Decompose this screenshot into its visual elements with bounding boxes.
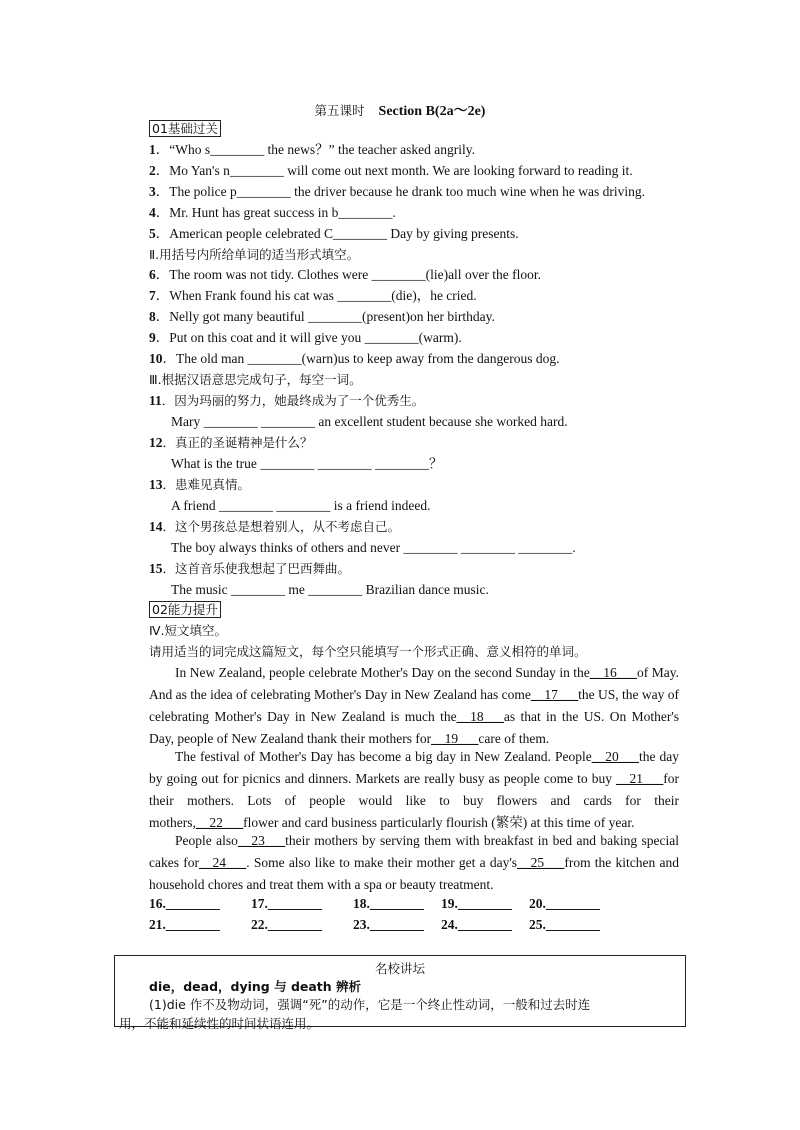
question-chinese: ．这个男孩总是想着别人，从不考虑自己。 — [162, 519, 401, 534]
question-number: 15 — [149, 561, 163, 576]
question-number: 1 — [149, 142, 156, 157]
question-number: 5 — [149, 226, 156, 241]
question-number: 12 — [149, 435, 163, 450]
question-number: 10 — [149, 351, 163, 366]
question-english: A friend ________ ________ is a friend indeed. — [171, 498, 431, 513]
question-item — [149, 286, 477, 306]
question-item — [149, 161, 633, 181]
part3-heading: Ⅲ.根据汉语意思完成句子，每空一词。 — [149, 372, 362, 387]
tip-box-title: 名校讲坛 — [374, 961, 425, 976]
answer-blank: 18.________ — [353, 896, 424, 911]
passage-paragraph-2: The festival of Mother's Day has become a big day in New Zealand. People__20___the day by going out for picnics and dinners. Markets are really busy as people come to buy __21___for their mothers. Lots of people would like to buy flowers and cards for their mothers,__22___flower and card business particularly flourish (繁荣) at this time of year. — [149, 749, 679, 830]
blank-23: __23___ — [237, 833, 286, 848]
question-chinese: ．因为玛丽的努力，她最终成为了一个优秀生。 — [161, 393, 425, 408]
tip-box — [114, 955, 686, 1031]
question-text: ．The police p________ the driver because he drank too much wine when he was driving. — [155, 184, 645, 199]
question-item — [149, 517, 400, 537]
blank-16: __16___ — [589, 665, 638, 680]
question-item — [149, 349, 560, 369]
section-02-heading: 02能力提升 — [149, 602, 221, 618]
question-number: 4 — [149, 205, 156, 220]
question-number: 11 — [149, 393, 162, 408]
tip-box-heading: die，dead，dying 与 death 辨析 — [149, 979, 362, 994]
question-text: ．American people celebrated C________ Day by giving presents. — [155, 226, 519, 241]
question-item — [149, 265, 541, 285]
tip-box-text-line-2: 用，不能和延续性的时间状语连用。 — [119, 1016, 320, 1031]
answer-blank: 25.________ — [529, 917, 600, 932]
answer-blank: 23.________ — [353, 917, 424, 932]
blank-25: __25___ — [517, 855, 565, 870]
blank-22: __22___ — [195, 815, 244, 830]
question-english: Mary ________ ________ an excellent student because she worked hard. — [171, 414, 568, 429]
question-english: What is the true ________ ________ ________？ — [171, 456, 443, 471]
question-number: 7 — [149, 288, 156, 303]
question-item — [149, 328, 462, 348]
answer-blank: 22.________ — [251, 917, 322, 932]
question-number: 6 — [149, 267, 156, 282]
question-item — [149, 307, 495, 327]
section-label: Section B(2a～2e) — [378, 104, 486, 119]
blank-24: __24___ — [198, 855, 247, 870]
blank-21: __21___ — [616, 771, 664, 786]
question-text: ．Nelly got many beautiful ________(present)on her birthday. — [155, 309, 495, 324]
section-01-heading: 01基础过关 — [149, 121, 221, 137]
question-english: The boy always thinks of others and never ________ ________ ________. — [171, 540, 576, 555]
tip-box-text-line-1: (1)die 作不及物动词，强调“死”的动作，它是一个终止性动词，一般和过去时连 — [149, 997, 591, 1012]
answer-blank: 19.________ — [441, 896, 512, 911]
question-text: ．“Who s________ the news？” the teacher asked angrily. — [155, 142, 476, 157]
question-item — [149, 433, 313, 453]
blank-19: __19___ — [431, 731, 479, 746]
answer-blank: 17.________ — [251, 896, 322, 911]
question-text: ．Mo Yan's n________ will come out next month. We are looking forward to reading it. — [155, 163, 633, 178]
question-item — [149, 559, 350, 579]
blank-18: __18___ — [456, 709, 504, 724]
question-number: 14 — [149, 519, 163, 534]
blank-17: __17___ — [530, 687, 579, 702]
answer-blank: 20.________ — [529, 896, 600, 911]
question-number: 3 — [149, 184, 156, 199]
blank-20: __20___ — [591, 749, 639, 764]
question-english: The music ________ me ________ Brazilian dance music. — [171, 582, 489, 597]
page-title — [0, 100, 800, 120]
passage-paragraph-1: In New Zealand, people celebrate Mother's Day on the second Sunday in the__16___of May. And as the idea of celebrating Mother's Day in New Zealand has come__17___the US, the way of celebrating Mother's Day in New Zealand is much the__18___as that in the US. On Mother's Day, people of New Zealand thank their mothers for__19___care of them. — [149, 665, 680, 746]
question-chinese: ．这首音乐使我想起了巴西舞曲。 — [162, 561, 351, 576]
question-text: ．The old man ________(warn)us to keep away from the dangerous dog. — [162, 351, 560, 366]
question-number: 13 — [149, 477, 163, 492]
question-number: 2 — [149, 163, 156, 178]
question-text: ．Put on this coat and it will give you ________(warm). — [155, 330, 462, 345]
question-chinese: ．真正的圣诞精神是什么？ — [162, 435, 313, 450]
question-number: 8 — [149, 309, 156, 324]
part4-instruction: 请用适当的词完成这篇短文，每个空只能填写一个形式正确、意义相符的单词。 — [149, 644, 587, 659]
question-item — [149, 182, 645, 202]
question-text: ．The room was not tidy. Clothes were ________(lie)all over the floor. — [155, 267, 542, 282]
question-item — [149, 224, 519, 244]
question-chinese: ．患难见真情。 — [162, 477, 251, 492]
part4-heading: Ⅳ.短文填空。 — [149, 623, 228, 638]
question-item — [149, 475, 250, 495]
question-item — [149, 203, 396, 223]
passage-paragraph-3: People also__23___their mothers by serving them with breakfast in bed and baking special cakes for__24___. Some also like to make their mother get a day's__25___from the kitchen and household chores and treat them with a spa or beauty treatment. — [149, 833, 679, 892]
question-item — [149, 391, 424, 411]
question-text: ．When Frank found his cat was ________(die)，he cried. — [155, 288, 477, 303]
answer-blank: 21.________ — [149, 917, 220, 932]
part2-heading: Ⅱ.用括号内所给单词的适当形式填空。 — [149, 247, 360, 262]
question-item — [149, 140, 475, 160]
question-text: ．Mr. Hunt has great success in b________. — [155, 205, 396, 220]
answer-blank: 16.________ — [149, 896, 220, 911]
answer-blank: 24.________ — [441, 917, 512, 932]
lesson-number: 第五课时 — [314, 103, 365, 118]
question-number: 9 — [149, 330, 156, 345]
